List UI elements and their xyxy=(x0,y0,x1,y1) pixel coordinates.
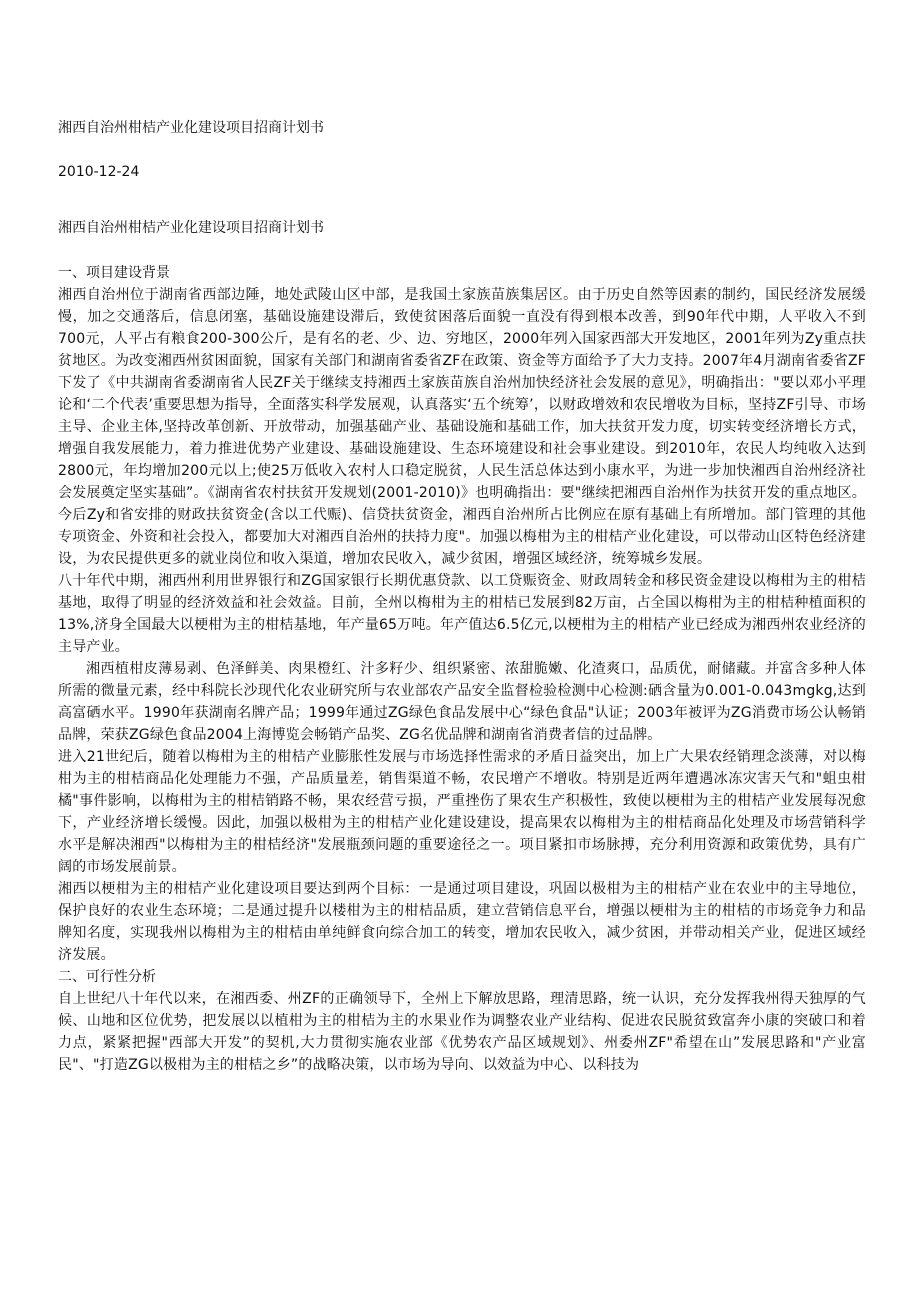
document-title: 湘西自治州柑桔产业化建设项目招商计划书 xyxy=(58,120,324,136)
paragraph-background-3: 湘西植柑皮薄易剥、色泽鲜美、肉果橙红、汁多籽少、组织紧密、浓甜脆嫩、化渣爽口，品质优，耐储藏。并富含多种人体所需的微量元素，经中科院长沙现代化农业研究所与农业部农产品安全监督检验检测中心检测:硒含量为0.001-0.043mgkg,达到高富硒水平。1990年获湖南名牌产品；1999年通过ZG绿色食品发展中心“绿色食品"认证；2003年被评为ZG消费市场公认畅销品牌，荣获ZG绿色食品2004上海博览会畅销产品奖、ZG名优品牌和湖南省消费者信的过品牌。 xyxy=(58,661,866,743)
paragraph-background-5: 湘西以梗柑为主的柑桔产业化建设项目要达到两个目标：一是通过项目建设，巩固以极柑为主的柑桔产业在农业中的主导地位，保护良好的农业生态环境；二是通过提升以楼柑为主的柑桔品质，建立营销信息平台，增强以梗柑为主的柑桔的市场竞争力和品牌知名度，实现我州以梅柑为主的柑桔由单纯鲜食向综合加工的转变，增加农民收入，减少贫困，并带动相关产业，促进区域经济发展。 xyxy=(58,881,866,963)
document-date: 2010-12-24 xyxy=(58,164,140,180)
section-heading-feasibility: 二、可行性分析 xyxy=(58,969,156,985)
paragraph-background-1: 湘西自治州位于湖南省西部边陲，地处武陵山区中部，是我国土家族苗族集居区。由于历史自然等因素的制约，国民经济发展缓慢，加之交通落后，信息闭塞，基础设施建设滞后，致使贫困落后面貌一直没有得到根本改善，到90年代中期，人平收入不到700元，人平占有粮食200-300公斤，是有名的老、少、边、穷地区，2000年列入国家西部大开发地区，2001年列为Zy重点扶贫地区。为改变湘西州贫困面貌，国家有关部门和湖南省委省ZF在政策、资金等方面给予了大力支持。2007年4月湖南省委省ZF下发了《中共湖南省委湖南省人民ZF关于继续支持湘西土家族苗族自治州加快经济社会发展的意见》，明确指出："要以邓小平理论和‘二个代表’重要思想为指导，全面落实科学发展观，认真落实‘五个统筹’，以财政增效和农民增收为目标，坚持ZF引导、市场主导、企业主体,坚持改革创新、开放带动，加强基础产业、基础设施和基础工作，加大扶贫开发力度，切实转变经济增长方式，增强自我发展能力，着力推进优势产业建设、基础设施建设、生态环境建设和社会事业建设。到2010年，农民人均纯收入达到2800元，年均增加200元以上;使25万低收入农村人口稳定脱贫，人民生活总体达到小康水平，为进一步加快湘西自治州经济社会发展奠定坚实基础”。《湖南省农村扶贫开发规划(2001-2010)》也明确指出：要"继续把湘西自治州作为扶贫开发的重点地区。今后Zy和省安排的财政扶贫资金(含以工代赈)、信贷扶贫资金，湘西自治州所占比例应在原有基础上有所增加。部门管理的其他专项资金、外资和社会投入，都要加大对湘西自治州的扶持力度"。加强以梅柑为主的柑桔产业化建设，可以带动山区特色经济建设，为农民提供更多的就业岗位和收入渠道，增加农民收入，减少贫困，增强区域经济，统筹城乡发展。 xyxy=(58,287,866,567)
paragraph-feasibility-1: 自上世纪八十年代以来，在湘西委、州ZF的正确领导下，全州上下解放思路，理清思路，统一认识，充分发挥我州得天独厚的气候、山地和区位优势，把发展以以植柑为主的柑桔为主的水果业作为调整农业产业结构、促进农民脱贫致富奔小康的突破口和着力点，紧紧把握"西部大开发”的契机,大力贯彻实施农业部《优势农产品区域规划》、州委州ZF"希望在山”发展思路和"产业富民"、"打造ZG以极柑为主的柑桔之乡”的战略决策，以市场为导向、以效益为中心、以科技为 xyxy=(58,991,866,1073)
paragraph-background-4: 进入21世纪后，随着以梅柑为主的柑桔产业膨胀性发展与市场选择性需求的矛盾日益突出，加上广大果农经销理念淡薄，对以梅柑为主的柑桔商品化处理能力不强，产品质量差，销售渠道不畅，农民增产不增收。特别是近两年遭遇冰冻灾害天气和"蛆虫柑橘"事件影响，以梅柑为主的柑桔销路不畅，果农经营亏损，严重挫伤了果农生产积极性，致使以梗柑为主的柑桔产业发展每况愈下，产业经济增长缓慢。因此，加强以极柑为主的柑桔产业化建设建设，提高果农以梅柑为主的柑桔商品化处理及市场营销科学水平是解决湘西"以梅柑为主的柑桔经济"发展瓶颈问题的重要途径之一。项目紧扣市场脉搏，充分利用资源和政策优势，具有广阔的市场发展前景。 xyxy=(58,749,866,875)
document-body xyxy=(58,262,866,1076)
section-heading-background: 一、项目建设背景 xyxy=(58,265,170,281)
document-subtitle: 湘西自治州柑桔产业化建设项目招商计划书 xyxy=(58,220,324,236)
paragraph-background-2: 八十年代中期，湘西州利用世界银行和ZG国家银行长期优惠贷款、以工贷赈资金、财政周转金和移民资金建设以梅柑为主的柑桔基地，取得了明显的经济效益和社会效益。目前，全州以梅柑为主的柑桔已发展到82万亩，占全国以梅柑为主的柑桔种植面积的13%,济身全国最大以梗柑为主的柑桔基地，年产量65万吨。年产值达6.5亿元,以梗柑为主的柑桔产业已经成为湘西州农业经济的主导产业。 xyxy=(58,573,866,655)
